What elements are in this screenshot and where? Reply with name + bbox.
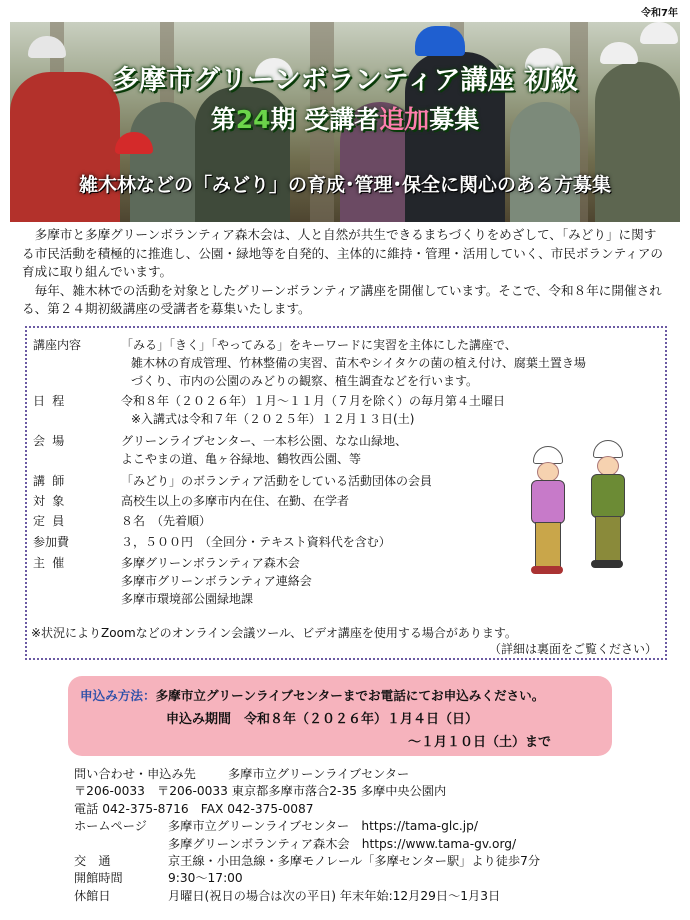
contact-inquiry: 多摩市立グリーンライブセンター bbox=[228, 767, 410, 781]
hero-banner-photo bbox=[10, 22, 680, 222]
contact-inquiry-label: 問い合わせ・申込み先 bbox=[74, 767, 196, 781]
contact-phone: 電話 042-375-8716 FAX 042-375-0087 bbox=[74, 801, 314, 816]
detail-content-line-2: 雑木林の育成管理、竹林整備の実習、苗木やシイタケの菌の植え付け、腐葉土置き場 bbox=[131, 356, 586, 370]
online-note: ※状況によりZoomなどのオンライン会議ツール、ビデオ講座を使用する場合があります。 bbox=[31, 626, 517, 640]
application-period: 申込み期間 令和８年（２０２６年）１月４日（日） bbox=[166, 712, 479, 727]
intro-text bbox=[22, 226, 668, 319]
application-box bbox=[68, 676, 612, 756]
see-back-note: （詳細は裏面をご覧ください） bbox=[488, 642, 657, 656]
intro-paragraph-2: 毎年、雑木林での活動を対象としたグリーンボランティア講座を開催しています。そこで、令和８年に開催される、第２４期初級講座の受講者を募集いたします。 bbox=[22, 282, 662, 317]
application-period-end: ～１月１０日（土）まで bbox=[408, 735, 552, 750]
contact-hp-link-1[interactable]: 多摩市立グリーンライブセンター https://tama-glc.jp/ bbox=[168, 819, 479, 834]
volunteer-woman-illustration bbox=[525, 446, 569, 576]
volunteer-man-illustration bbox=[585, 440, 629, 574]
contact-access-label: 交 通 bbox=[74, 853, 111, 868]
detail-host-line-3: 多摩市環境部公園緑地課 bbox=[121, 592, 254, 606]
era-label: 令和7年 bbox=[641, 8, 678, 19]
contact-postal: 〒206-0033 〒206-0033 東京都多摩市落合2-35 多摩中央公園内 bbox=[74, 784, 447, 799]
detail-schedule-note: ※入講式は令和７年（２０２５年）１２月１３日(土) bbox=[131, 412, 415, 426]
hero-title: 多摩市グリーンボランティア講座 初級 bbox=[112, 65, 578, 96]
detail-host-line-2: 多摩市グリーンボランティア連絡会 bbox=[121, 574, 312, 588]
course-details-box: 講座内容 「みる」「きく」「やってみる」をキーワードに実習を主体にした講座で、 雑木林の育成管理、竹林整備の実習、苗木やシイタケの菌の植え付け、腐葉土置き場 づくり、市内の公園のみどりの観察、植生調査などを行います。 日程 令和８年（２０２６年）１月～１１月（７月を除く）の毎月第４土曜日 ※入講式は令和７年（２０２５年）１２月１３日(土) 会場 グリーンライブセンター、一本杉公園、なな山緑地、 よこやまの道、亀ヶ谷緑地、鶴牧西公園、等 講師 「みどり」のボランティア活動をしている活動団体の会員 対象 高校生以上の多摩市内在住、在勤、在学者 定員 ８名 （先着順） 参加費 ３，５００円 （全回分・テキスト資料代を含む） 主催 多摩グリーンボランティア森木会 多摩市グリーンボランティア連絡会 多摩市環境部公園緑地課 ※状況によりZoomなどのオンライン会議ツール、ビデオ講座を使用する場合があります。 （詳細は裏面をご覧ください） bbox=[25, 326, 667, 660]
contact-hours-label: 開館時間 bbox=[74, 871, 123, 886]
contact-hours: 9:30～17:00 bbox=[168, 871, 243, 886]
contact-hp-label: ホームページ bbox=[74, 819, 147, 834]
contact-closed-label: 休館日 bbox=[74, 888, 111, 903]
detail-content-line-3: づくり、市内の公園のみどりの観察、植生調査などを行います。 bbox=[131, 374, 479, 388]
detail-venue-line-2: よこやまの道、亀ヶ谷緑地、鶴牧西公園、等 bbox=[121, 452, 362, 466]
hero-subtitle: 第24期 受講者追加募集 bbox=[210, 105, 480, 134]
contact-closed: 月曜日(祝日の場合は次の平日) 年末年始:12月29日～1月3日 bbox=[168, 888, 501, 903]
application-method: 申込み方法：多摩市立グリーンライブセンターまでお電話にてお申込みください。 bbox=[80, 688, 545, 703]
intro-paragraph-1: 多摩市と多摩グリーンボランティア森木会は、人と自然が共生できるまちづくりをめざして、「みどり」に関する市民活動を積極的に推進し、公園・緑地等を自発的、主体的に維持・管理・活用していく、市民ボランティアの育成に取り組んでいます。 bbox=[22, 227, 664, 280]
hero-tagline: 雑木林などの「みどり」の育成･管理･保全に関心のある方募集 bbox=[78, 174, 611, 196]
contact-access: 京王線・小田急線・多摩モノレール「多摩センター駅」より徒歩7分 bbox=[168, 853, 541, 868]
contact-hp-link-2[interactable]: 多摩グリーンボランティア森木会 https://www.tama-gv.org/ bbox=[168, 836, 517, 851]
